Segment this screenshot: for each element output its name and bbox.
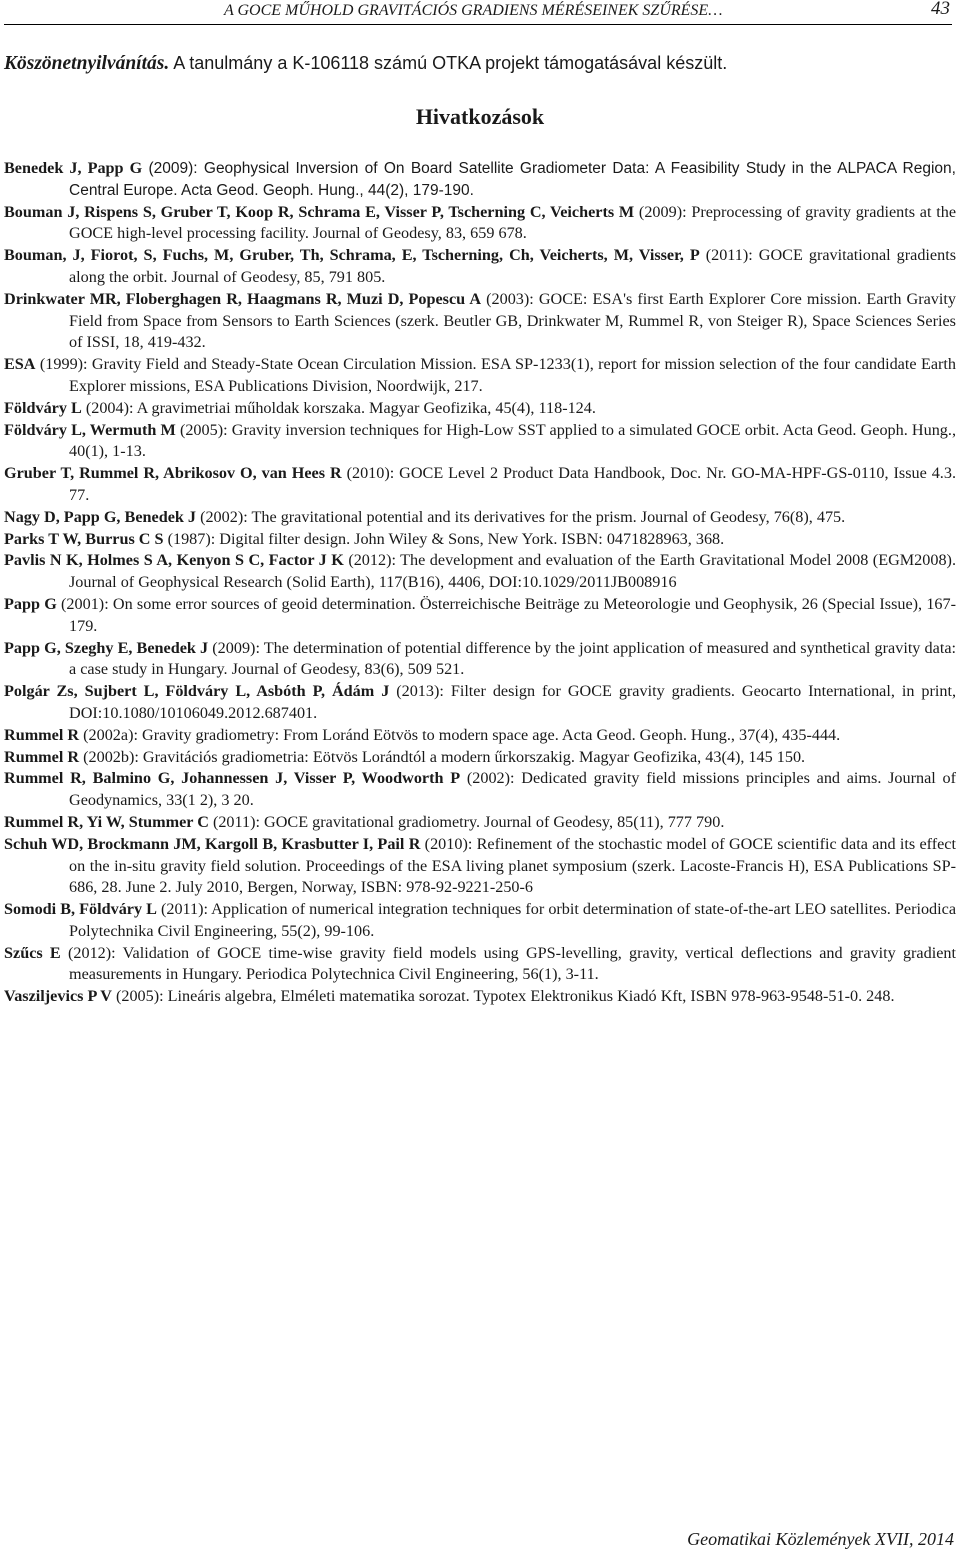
reference-authors: Bouman, J, Fiorot, S, Fuchs, M, Gruber, Th, Schrama, E, Tscherning, Ch, Veicherts, M, Visser, P xyxy=(4,246,700,265)
acknowledgement xyxy=(4,50,727,77)
reference-item xyxy=(4,398,956,420)
reference-authors: Parks T W, Burrus C S xyxy=(4,529,164,548)
reference-item xyxy=(4,158,956,202)
reference-text: (2011): Application of numerical integration techniques for orbit determination of state-of-the-art LEO satellites. Periodica Polytechnika Civil Engineering, 55(2), 99-106. xyxy=(69,900,957,940)
reference-item xyxy=(4,245,956,289)
reference-authors: Földváry L, Wermuth M xyxy=(4,420,176,439)
reference-authors: Polgár Zs, Sujbert L, Földváry L, Asbóth P, Ádám J xyxy=(4,682,390,701)
reference-authors: Benedek J, Papp G xyxy=(4,159,143,177)
section-title: Hivatkozások xyxy=(415,104,545,129)
reference-text: (2012): The development and evaluation of the Earth Gravitational Model 2008 (EGM2008). Journal of Geophysical Research (Solid Earth), 117(B16), 4406, DOI:10.1029/2011JB008916 xyxy=(69,551,956,592)
reference-authors: Papp G, Szeghy E, Benedek J xyxy=(4,638,209,657)
reference-authors: Rummel R xyxy=(4,747,80,766)
running-header-title: A GOCE MŰHOLD GRAVITÁCIÓS GRADIENS MÉRÉSEINEK SZŰRÉSE… xyxy=(224,2,723,19)
reference-text: (2002): Dedicated gravity field missions principles and aims. Journal of Geodynamics, 33(1 2), 3 20. xyxy=(69,769,956,810)
reference-item xyxy=(4,354,956,398)
reference-text: (2003): GOCE: ESA's first Earth Explorer Core mission. Earth Gravity Field from Space from Sensors to Earth Sciences (szerk. Beutler GB, Drinkwater M, Rummel R, von Steiger R), Space Sciences Series of ISSI, 18, 419-432. xyxy=(69,289,956,352)
reference-list xyxy=(4,158,956,1008)
reference-item xyxy=(4,834,956,899)
reference-text: (1987): Digital filter design. John Wiley & Sons, New York. ISBN: 0471828963, 368. xyxy=(163,529,725,548)
reference-item xyxy=(4,463,956,507)
page-number: 43 xyxy=(931,0,950,19)
reference-authors: Földváry L xyxy=(4,398,82,417)
reference-text: (2010): Refinement of the stochastic model of GOCE scientific data and its effect on the in-situ gravity field solution. Proceedings of the ESA living planet symposium (szerk. Lacoste-Francis H), ESA Publications SP-686, 28. June 2. July 2010, Bergen, Norway, ISBN: 978-92-9221-250-6 xyxy=(69,834,956,897)
reference-item xyxy=(4,638,956,682)
reference-text: (2002): The gravitational potential and its derivatives for the prism. Journal of Geodesy, 76(8), 475. xyxy=(196,507,846,526)
running-header xyxy=(4,0,952,25)
reference-item xyxy=(4,899,956,943)
reference-item xyxy=(4,420,956,464)
reference-text: (2005): Lineáris algebra, Elméleti matematika sorozat. Typotex Elektronikus Kiadó Kft, ISBN 978-963-9548-51-0. 248. xyxy=(111,987,895,1006)
acknowledgement-text: A tanulmány a K-106118 számú OTKA projekt támogatásával készült. xyxy=(169,53,728,73)
reference-item xyxy=(4,289,956,354)
reference-authors: Rummel R, Balmino G, Johannessen J, Visser P, Woodworth P xyxy=(4,769,461,788)
reference-text: (1999): Gravity Field and Steady-State Ocean Circulation Mission. ESA SP-1233(1), report for mission selection of the four candidate Earth Explorer missions, ESA Publications Division, Noordwijk, 217. xyxy=(35,355,956,395)
reference-text: (2010): GOCE Level 2 Product Data Handbook, Doc. Nr. GO-MA-HPF-GS-0110, Issue 4.3. 77. xyxy=(69,464,956,504)
reference-text: (2011): GOCE gravitational gradients along the orbit. Journal of Geodesy, 85, 791 805. xyxy=(69,246,956,286)
reference-text: (2005): Gravity inversion techniques for High-Low SST applied to a simulated GOCE orbit. Acta Geod. Geoph. Hung., 40(1), 1-13. xyxy=(69,420,956,461)
reference-text: (2011): GOCE gravitational gradiometry. Journal of Geodesy, 85(11), 777 790. xyxy=(208,812,725,831)
reference-item xyxy=(4,202,956,246)
reference-item xyxy=(4,550,956,594)
reference-item xyxy=(4,747,956,769)
reference-text: (2009): Preprocessing of gravity gradients at the GOCE high-level processing facility. Journal of Geodesy, 83, 659 678. xyxy=(69,202,957,243)
reference-authors: Nagy D, Papp G, Benedek J xyxy=(4,507,197,526)
reference-authors: Rummel R xyxy=(4,725,80,744)
reference-item xyxy=(4,594,956,638)
reference-authors: Somodi B, Földváry L xyxy=(4,900,157,919)
reference-item xyxy=(4,986,956,1008)
reference-item xyxy=(4,681,956,725)
reference-text: (2002b): Gravitációs gradiometria: Eötvös Lorándtól a modern űrkorszakig. Magyar Geofizika, 43(4), 145 150. xyxy=(79,747,806,766)
reference-text: (2013): Filter design for GOCE gravity gradients. Geocarto International, in print, DOI:10.1080/10106049.2012.687401. xyxy=(69,682,956,722)
reference-text: (2004): A gravimetriai műholdak korszaka. Magyar Geofizika, 45(4), 118-124. xyxy=(81,398,596,417)
reference-text: (2012): Validation of GOCE time-wise gravity field models using GPS-levelling, gravity, vertical deflections and gravity gradient measurements in Hungary. Periodica Polytechnica Civil Engineering, 56(1), 3-11. xyxy=(60,943,956,984)
reference-item xyxy=(4,507,956,529)
reference-item xyxy=(4,725,956,747)
reference-authors: ESA xyxy=(4,355,36,374)
reference-authors: Bouman J, Rispens S, Gruber T, Koop R, Schrama E, Visser P, Tscherning C, Veicherts M xyxy=(4,202,635,221)
acknowledgement-label: Köszönetnyilvánítás. xyxy=(4,53,170,74)
reference-item xyxy=(4,768,956,812)
reference-authors: Szűcs E xyxy=(4,943,61,962)
reference-item xyxy=(4,529,956,551)
reference-authors: Vaszilјevics P V xyxy=(4,987,112,1006)
journal-footer: Geomatikai Közlemények XVII, 2014 xyxy=(687,1529,954,1549)
reference-text: (2009): Geophysical Inversion of On Board Satellite Gradiometer Data: A Feasibility Study in the ALPACA Region, Central Europe. Acta Geod. Geoph. Hung., 44(2), 179-190. xyxy=(69,160,956,199)
reference-item xyxy=(4,943,956,987)
reference-text: (2009): The determination of potential difference by the joint application of measured and synthetical gravity data: a case study in Hungary. Journal of Geodesy, 83(6), 509 521. xyxy=(69,638,956,679)
reference-authors: Schuh WD, Brockmann JM, Kargoll B, Krasbutter I, Pail R xyxy=(4,834,421,853)
reference-authors: Gruber T, Rummel R, Abrikosov O, van Hees R xyxy=(4,464,342,483)
reference-authors: Papp G xyxy=(4,594,57,613)
reference-item xyxy=(4,812,956,834)
reference-authors: Rummel R, Yi W, Stummer C xyxy=(4,812,209,831)
reference-authors: Pavlis N K, Holmes S A, Kenyon S C, Factor J K xyxy=(4,551,344,570)
reference-authors: Drinkwater MR, Floberghagen R, Haagmans R, Muzi D, Popescu A xyxy=(4,289,482,308)
reference-text: (2001): On some error sources of geoid determination. Österreichische Beiträge zu Meteorologie und Geophysik, 26 (Special Issue), 167-179. xyxy=(56,594,956,635)
reference-text: (2002a): Gravity gradiometry: From Loránd Eötvös to modern space age. Acta Geod. Geoph. Hung., 37(4), 435-444. xyxy=(79,725,841,744)
